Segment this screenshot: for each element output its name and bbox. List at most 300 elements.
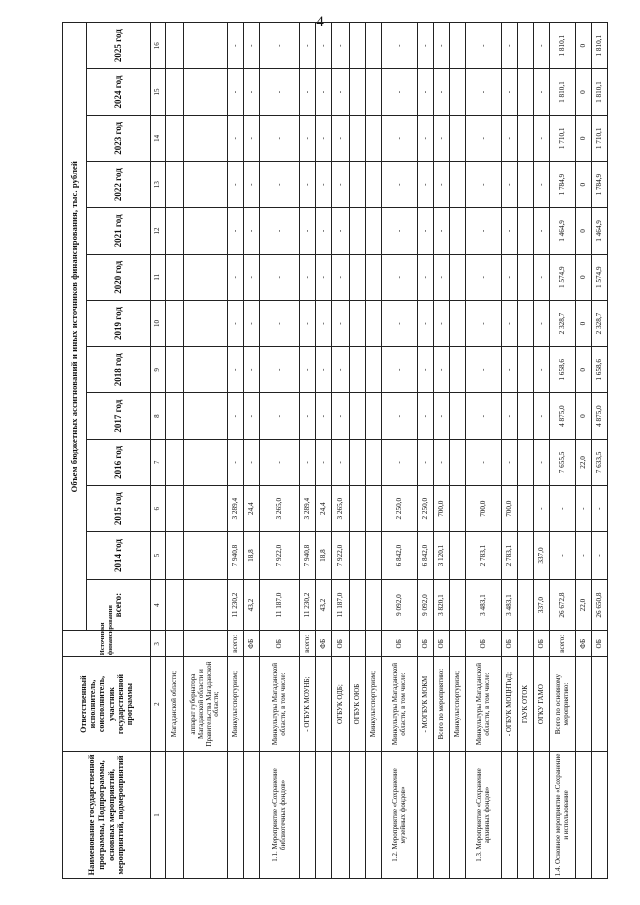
total-cell: 11 187,0 [332, 579, 350, 631]
year-value-cell [350, 393, 366, 439]
year-value-cell: 0 [576, 161, 592, 207]
year-value-cell: - [332, 69, 350, 115]
year-value-cell [366, 69, 382, 115]
year-value-cell: - [534, 486, 550, 532]
year-value-cell: - [418, 115, 434, 161]
year-value-cell: - [576, 486, 592, 532]
col-index: 11 [151, 254, 166, 300]
year-value-cell [450, 347, 466, 393]
executor-cell [244, 657, 260, 752]
year-value-cell: - [550, 486, 576, 532]
executor-cell: Минкультспортуризм; [450, 657, 466, 752]
year-value-cell: - [228, 208, 244, 254]
year-value-cell: - [418, 300, 434, 346]
year-value-cell: 2 783,1 [466, 532, 502, 579]
year-value-cell [350, 23, 366, 69]
year-value-cell: - [534, 439, 550, 485]
year-header: 2014 год [87, 532, 151, 579]
year-value-cell [166, 161, 184, 207]
year-value-cell: 700,0 [434, 486, 450, 532]
year-value-cell: 7 922,0 [332, 532, 350, 579]
executor-cell: Минкультуры Магаданской области, в том числе: [260, 657, 300, 752]
total-cell: 43,2 [244, 579, 260, 631]
col-source-header: Источники финансирования [63, 631, 151, 657]
col-index: 8 [151, 393, 166, 439]
year-value-cell [366, 254, 382, 300]
executor-cell: Минкультспортуризм; [228, 657, 244, 752]
year-value-cell: - [466, 439, 502, 485]
executor-cell: - МОГБУК МОКМ [418, 657, 434, 752]
year-value-cell: - [434, 254, 450, 300]
year-value-cell: - [466, 254, 502, 300]
year-value-cell [518, 347, 534, 393]
year-value-cell [450, 254, 466, 300]
year-header: 2021 год [87, 208, 151, 254]
year-value-cell: - [418, 439, 434, 485]
source-cell [366, 631, 382, 657]
year-value-cell: - [244, 393, 260, 439]
year-value-cell: - [260, 161, 300, 207]
year-value-cell: 1 658,6 [592, 347, 608, 393]
year-value-cell: - [244, 208, 260, 254]
year-value-cell: 0 [576, 208, 592, 254]
year-value-cell: - [466, 23, 502, 69]
year-value-cell: - [332, 300, 350, 346]
year-value-cell [350, 69, 366, 115]
source-cell: ФБ [576, 631, 592, 657]
year-value-cell: - [244, 439, 260, 485]
year-value-cell: - [332, 439, 350, 485]
year-value-cell: - [502, 69, 518, 115]
executor-cell: Всего по мероприятию: [434, 657, 450, 752]
year-value-cell: - [466, 393, 502, 439]
year-value-cell: 6 842,0 [418, 532, 434, 579]
year-value-cell [166, 347, 184, 393]
total-cell [518, 579, 534, 631]
table-row [466, 23, 502, 879]
page-number: 4 [316, 14, 324, 30]
year-value-cell [518, 393, 534, 439]
total-cell: 3 820,1 [434, 579, 450, 631]
table-row [534, 23, 550, 879]
year-header: 2019 год [87, 300, 151, 346]
year-value-cell: 337,0 [534, 532, 550, 579]
year-value-cell: - [534, 254, 550, 300]
year-value-cell: - [332, 23, 350, 69]
column-index-row [151, 23, 166, 879]
source-cell: всего: [550, 631, 576, 657]
year-value-cell: - [466, 69, 502, 115]
year-value-cell [518, 439, 534, 485]
year-value-cell: 1 574,9 [592, 254, 608, 300]
col-total-header: всего: [87, 579, 151, 631]
year-value-cell: - [466, 208, 502, 254]
year-value-cell: 1 574,9 [550, 254, 576, 300]
year-value-cell: 24,4 [244, 486, 260, 532]
year-value-cell: - [534, 115, 550, 161]
year-value-cell [350, 208, 366, 254]
year-value-cell: - [300, 23, 316, 69]
year-value-cell: - [382, 393, 418, 439]
year-value-cell: - [260, 254, 300, 300]
rotated-table-wrapper [62, 22, 604, 879]
year-value-cell: - [244, 115, 260, 161]
year-value-cell: 700,0 [502, 486, 518, 532]
table-row [366, 23, 382, 879]
year-value-cell: - [534, 300, 550, 346]
year-value-cell: 1 784,9 [592, 161, 608, 207]
year-value-cell: - [316, 300, 332, 346]
year-value-cell: - [534, 161, 550, 207]
executor-cell: ОГБУК ОЮБ [350, 657, 366, 752]
col-name-header: Наименование государственной программы, Подпрограммы, основных мероприятий, мероприятий, подмероприятий [63, 751, 151, 878]
source-cell: ОБ [466, 631, 502, 657]
year-value-cell [518, 532, 534, 579]
year-value-cell [518, 254, 534, 300]
year-value-cell [450, 208, 466, 254]
year-value-cell: 2 250,0 [382, 486, 418, 532]
total-cell [366, 579, 382, 631]
year-value-cell: 7 922,0 [260, 532, 300, 579]
total-cell: 9 092,0 [382, 579, 418, 631]
year-value-cell: 3 120,1 [434, 532, 450, 579]
year-value-cell [518, 208, 534, 254]
year-value-cell [518, 300, 534, 346]
year-value-cell: - [260, 115, 300, 161]
year-value-cell: - [382, 161, 418, 207]
year-value-cell: - [228, 347, 244, 393]
table-body [166, 23, 608, 879]
year-value-cell [350, 300, 366, 346]
year-value-cell: 7 655,5 [550, 439, 576, 485]
executor-cell: Магаданской области; [166, 657, 184, 752]
year-value-cell: 1 810,1 [592, 69, 608, 115]
year-value-cell: 1 710,1 [592, 115, 608, 161]
col-index: 6 [151, 486, 166, 532]
col-index: 5 [151, 532, 166, 579]
total-cell: 11 230,2 [300, 579, 316, 631]
year-value-cell: - [260, 300, 300, 346]
year-value-cell: 24,4 [316, 486, 332, 532]
source-cell [166, 631, 184, 657]
year-value-cell: 0 [576, 393, 592, 439]
year-header: 2018 год [87, 347, 151, 393]
col-index: 13 [151, 161, 166, 207]
measure-name-cell [184, 751, 228, 878]
year-value-cell: 1 810,1 [550, 23, 576, 69]
executor-cell: Минкультуры Магаданской области, в том числе: [466, 657, 502, 752]
total-cell: 11 187,0 [260, 579, 300, 631]
year-value-cell: - [300, 161, 316, 207]
col-index: 15 [151, 69, 166, 115]
year-value-cell: - [418, 347, 434, 393]
year-value-cell: - [534, 393, 550, 439]
year-value-cell: - [300, 300, 316, 346]
year-value-cell [366, 532, 382, 579]
year-value-cell: - [332, 254, 350, 300]
executor-cell: ГАУК ОТОК [518, 657, 534, 752]
year-value-cell: 0 [576, 115, 592, 161]
year-value-cell [350, 486, 366, 532]
total-cell: 26 672,8 [550, 579, 576, 631]
year-value-cell: - [300, 347, 316, 393]
year-value-cell: - [300, 69, 316, 115]
year-value-cell: - [300, 393, 316, 439]
year-value-cell: 1 810,1 [592, 23, 608, 69]
year-value-cell: - [502, 254, 518, 300]
year-value-cell: 18,8 [316, 532, 332, 579]
year-value-cell: 2 328,7 [550, 300, 576, 346]
table-row [418, 23, 434, 879]
year-value-cell: 4 875,0 [550, 393, 576, 439]
year-value-cell: - [534, 69, 550, 115]
year-value-cell: 22,0 [576, 439, 592, 485]
executor-cell [592, 657, 608, 752]
year-value-cell [350, 532, 366, 579]
year-value-cell: - [382, 69, 418, 115]
year-value-cell: - [502, 439, 518, 485]
year-header: 2023 год [87, 115, 151, 161]
table-row [518, 23, 534, 879]
year-value-cell [518, 23, 534, 69]
executor-cell: Всего по основному мероприятию: [550, 657, 576, 752]
year-value-cell: - [434, 23, 450, 69]
col-index: 2 [151, 657, 166, 752]
measure-name-cell: 1.4. Основное мероприятие «Сохранение и использование [550, 751, 576, 878]
year-value-cell: 0 [576, 69, 592, 115]
year-value-cell: 1 464,9 [550, 208, 576, 254]
measure-name-cell [300, 751, 316, 878]
year-value-cell: - [592, 486, 608, 532]
executor-cell [576, 657, 592, 752]
year-value-cell: - [228, 393, 244, 439]
year-value-cell: - [332, 393, 350, 439]
measure-name-cell [366, 751, 382, 878]
measure-name-cell [502, 751, 518, 878]
year-value-cell: - [316, 208, 332, 254]
year-value-cell: 3 289,4 [228, 486, 244, 532]
total-cell: 26 650,8 [592, 579, 608, 631]
funding-table [62, 22, 608, 879]
year-value-cell: - [434, 439, 450, 485]
source-cell [184, 631, 228, 657]
year-value-cell: - [228, 115, 244, 161]
measure-name-cell: 1.3. Мероприятие «Сохранение архивных фондов» [466, 751, 502, 878]
table-row [244, 23, 260, 879]
measure-name-cell [450, 751, 466, 878]
executor-cell: - ОГБУК МОУНБ; [300, 657, 316, 752]
measure-name-cell [228, 751, 244, 878]
year-value-cell [518, 115, 534, 161]
year-value-cell: - [418, 161, 434, 207]
year-value-cell [450, 69, 466, 115]
source-cell [350, 631, 366, 657]
year-value-cell: - [418, 23, 434, 69]
source-cell: всего: [228, 631, 244, 657]
year-value-cell: - [332, 115, 350, 161]
year-value-cell: 7 940,8 [300, 532, 316, 579]
executor-cell: аппарат губернатора Магаданской области и Правительства Магаданской области; [184, 657, 228, 752]
year-value-cell: - [466, 300, 502, 346]
measure-name-cell [166, 751, 184, 878]
year-value-cell [450, 161, 466, 207]
total-cell: 9 092,0 [418, 579, 434, 631]
col-index: 10 [151, 300, 166, 346]
year-value-cell [184, 486, 228, 532]
source-cell: ОБ [592, 631, 608, 657]
year-header: 2024 год [87, 69, 151, 115]
table-row [550, 23, 576, 879]
year-value-cell [366, 161, 382, 207]
year-value-cell: - [260, 439, 300, 485]
year-value-cell: 3 265,0 [332, 486, 350, 532]
year-value-cell [450, 486, 466, 532]
executor-cell: Минкультспортуризм; [366, 657, 382, 752]
year-value-cell [450, 115, 466, 161]
source-cell: ОБ [502, 631, 518, 657]
table-row [434, 23, 450, 879]
total-cell: 337,0 [534, 579, 550, 631]
year-value-cell: - [228, 300, 244, 346]
year-value-cell: - [434, 347, 450, 393]
measure-name-cell [534, 751, 550, 878]
year-value-cell: - [502, 393, 518, 439]
measure-name-cell [316, 751, 332, 878]
year-value-cell: - [434, 161, 450, 207]
year-value-cell: - [382, 347, 418, 393]
col-index: 1 [151, 751, 166, 878]
source-cell: ФБ [244, 631, 260, 657]
measure-name-cell [350, 751, 366, 878]
year-value-cell [450, 532, 466, 579]
year-value-cell: - [244, 161, 260, 207]
source-cell: ОБ [534, 631, 550, 657]
year-value-cell: 0 [576, 300, 592, 346]
table-row [166, 23, 184, 879]
year-value-cell [184, 23, 228, 69]
year-value-cell [518, 161, 534, 207]
executor-cell [316, 657, 332, 752]
measure-name-cell [576, 751, 592, 878]
year-value-cell: 0 [576, 254, 592, 300]
year-value-cell: - [382, 115, 418, 161]
col-index: 14 [151, 115, 166, 161]
source-cell: ОБ [434, 631, 450, 657]
year-value-cell [366, 115, 382, 161]
year-value-cell: - [434, 393, 450, 439]
year-value-cell [366, 347, 382, 393]
year-value-cell [184, 393, 228, 439]
year-value-cell: - [300, 115, 316, 161]
year-value-cell [166, 208, 184, 254]
year-value-cell [350, 439, 366, 485]
total-cell: 22,0 [576, 579, 592, 631]
total-cell [350, 579, 366, 631]
year-value-cell: 1 784,9 [550, 161, 576, 207]
year-value-cell [166, 69, 184, 115]
year-value-cell [184, 254, 228, 300]
year-value-cell: 2 328,7 [592, 300, 608, 346]
year-value-cell [166, 393, 184, 439]
total-cell [166, 579, 184, 631]
col-index: 4 [151, 579, 166, 631]
source-cell: ОБ [382, 631, 418, 657]
table-row [502, 23, 518, 879]
source-cell: всего: [300, 631, 316, 657]
year-value-cell: 4 875,0 [592, 393, 608, 439]
year-value-cell: - [332, 161, 350, 207]
year-value-cell [166, 439, 184, 485]
year-value-cell: - [502, 300, 518, 346]
measure-name-cell [244, 751, 260, 878]
year-header: 2025 год [87, 23, 151, 69]
year-value-cell: 700,0 [466, 486, 502, 532]
year-value-cell: 3 265,0 [260, 486, 300, 532]
year-value-cell: - [244, 347, 260, 393]
year-value-cell: 1 658,6 [550, 347, 576, 393]
year-value-cell [184, 532, 228, 579]
year-value-cell: - [550, 532, 576, 579]
col-executor-header: Ответственный исполнитель, соисполнитель, участник государственной программы [63, 657, 151, 752]
col-index: 7 [151, 439, 166, 485]
year-value-cell: - [502, 208, 518, 254]
total-cell [450, 579, 466, 631]
year-value-cell: - [228, 161, 244, 207]
year-value-cell: - [534, 23, 550, 69]
table-row [450, 23, 466, 879]
year-value-cell [350, 115, 366, 161]
year-value-cell [166, 115, 184, 161]
source-cell [518, 631, 534, 657]
year-value-cell: 7 940,8 [228, 532, 244, 579]
year-value-cell: 7 633,5 [592, 439, 608, 485]
year-value-cell: - [316, 254, 332, 300]
year-value-cell: - [316, 393, 332, 439]
table-row [592, 23, 608, 879]
year-value-cell: - [418, 69, 434, 115]
year-value-cell: - [244, 23, 260, 69]
measure-name-cell: 1.2. Мероприятие «Сохранение музейных фондов» [382, 751, 418, 878]
year-header: 2017 год [87, 393, 151, 439]
year-value-cell: - [434, 208, 450, 254]
year-value-cell: - [502, 161, 518, 207]
table-row [184, 23, 228, 879]
table-row [228, 23, 244, 879]
year-value-cell [184, 347, 228, 393]
year-value-cell [450, 23, 466, 69]
year-value-cell: 2 250,0 [418, 486, 434, 532]
year-value-cell [450, 439, 466, 485]
year-value-cell: - [382, 300, 418, 346]
year-value-cell: - [244, 69, 260, 115]
col-index: 3 [151, 631, 166, 657]
year-header: 2016 год [87, 439, 151, 485]
year-value-cell: - [534, 208, 550, 254]
year-value-cell: - [244, 300, 260, 346]
col-index: 12 [151, 208, 166, 254]
year-value-cell [166, 486, 184, 532]
year-value-cell [184, 439, 228, 485]
year-value-cell: 3 289,4 [300, 486, 316, 532]
year-value-cell: - [260, 208, 300, 254]
year-value-cell: - [502, 23, 518, 69]
table-row [260, 23, 300, 879]
year-value-cell [350, 347, 366, 393]
year-value-cell [184, 115, 228, 161]
year-value-cell [366, 393, 382, 439]
total-cell: 43,2 [316, 579, 332, 631]
measure-name-cell [418, 751, 434, 878]
